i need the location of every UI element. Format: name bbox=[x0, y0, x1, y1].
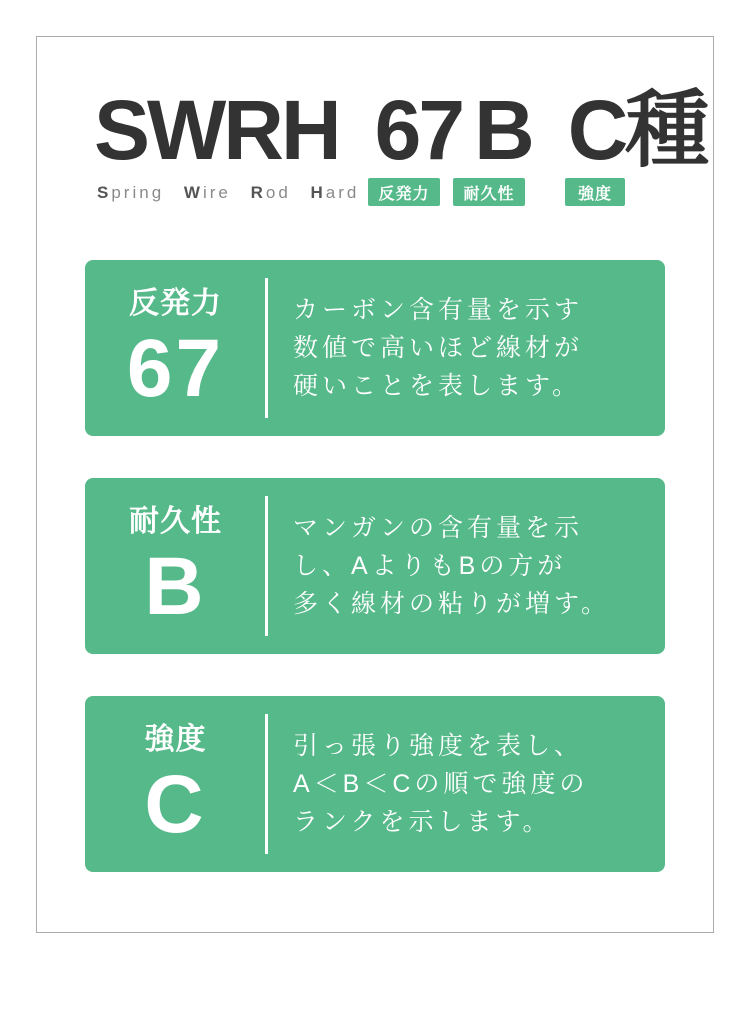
spec-card-repulsion bbox=[85, 260, 665, 436]
card-left-column bbox=[85, 478, 266, 654]
spec-card-strength bbox=[85, 696, 665, 872]
card-divider bbox=[265, 714, 268, 854]
card-label: 強度 bbox=[144, 723, 207, 756]
card-description bbox=[293, 727, 588, 841]
card-value: B bbox=[144, 541, 207, 632]
card-divider bbox=[265, 496, 268, 636]
description-line: 引っ張り強度を表し、 bbox=[293, 732, 584, 760]
description-line: 数値で高いほど線材が bbox=[293, 334, 584, 362]
description-line: 硬いことを表します。 bbox=[293, 372, 582, 400]
subtitle-cap: R bbox=[250, 183, 266, 202]
subtitle-word-rod bbox=[251, 183, 291, 202]
description-line: ランクを示します。 bbox=[293, 808, 552, 836]
subtitle-cap: H bbox=[310, 183, 326, 202]
subtitle-word-wire bbox=[184, 183, 231, 202]
card-left-column bbox=[85, 696, 266, 872]
subtitle-cap: S bbox=[97, 183, 112, 202]
subtitle-word-hard bbox=[311, 183, 360, 202]
title-part-swrh: SWRH bbox=[94, 83, 339, 177]
card-value: C bbox=[144, 759, 207, 850]
badge-repulsion: 反発力 bbox=[368, 178, 440, 206]
subtitle-rest: ire bbox=[202, 183, 231, 202]
card-divider bbox=[265, 278, 268, 418]
page-title bbox=[94, 83, 707, 177]
card-description bbox=[293, 509, 610, 623]
description-line: マンガンの含有量を示 bbox=[293, 514, 584, 542]
description-line: 多く線材の粘りが増す。 bbox=[293, 590, 611, 618]
subtitle-rest: od bbox=[265, 183, 291, 202]
badge-durability: 耐久性 bbox=[453, 178, 525, 206]
subtitle-cap: W bbox=[183, 183, 203, 202]
spec-card-durability bbox=[85, 478, 665, 654]
description-line: カーボン含有量を示す bbox=[293, 296, 584, 324]
title-part-b: B bbox=[474, 83, 532, 177]
subtitle-word-spring bbox=[97, 183, 164, 202]
subtitle-rest: ard bbox=[325, 183, 360, 202]
title-part-67: 67 bbox=[374, 83, 463, 177]
title-part-c-grade: C種 bbox=[567, 83, 707, 177]
description-line: し、AよりもBの方が bbox=[293, 552, 567, 580]
card-description bbox=[293, 291, 583, 405]
card-label: 反発力 bbox=[129, 287, 222, 320]
description-line: A＜B＜Cの順で強度の bbox=[293, 770, 589, 798]
card-left-column bbox=[85, 260, 266, 436]
card-value: 67 bbox=[126, 323, 225, 414]
card-label: 耐久性 bbox=[129, 505, 222, 538]
subtitle-rest: pring bbox=[111, 183, 165, 202]
badge-strength: 強度 bbox=[565, 178, 625, 206]
subtitle bbox=[97, 183, 371, 203]
